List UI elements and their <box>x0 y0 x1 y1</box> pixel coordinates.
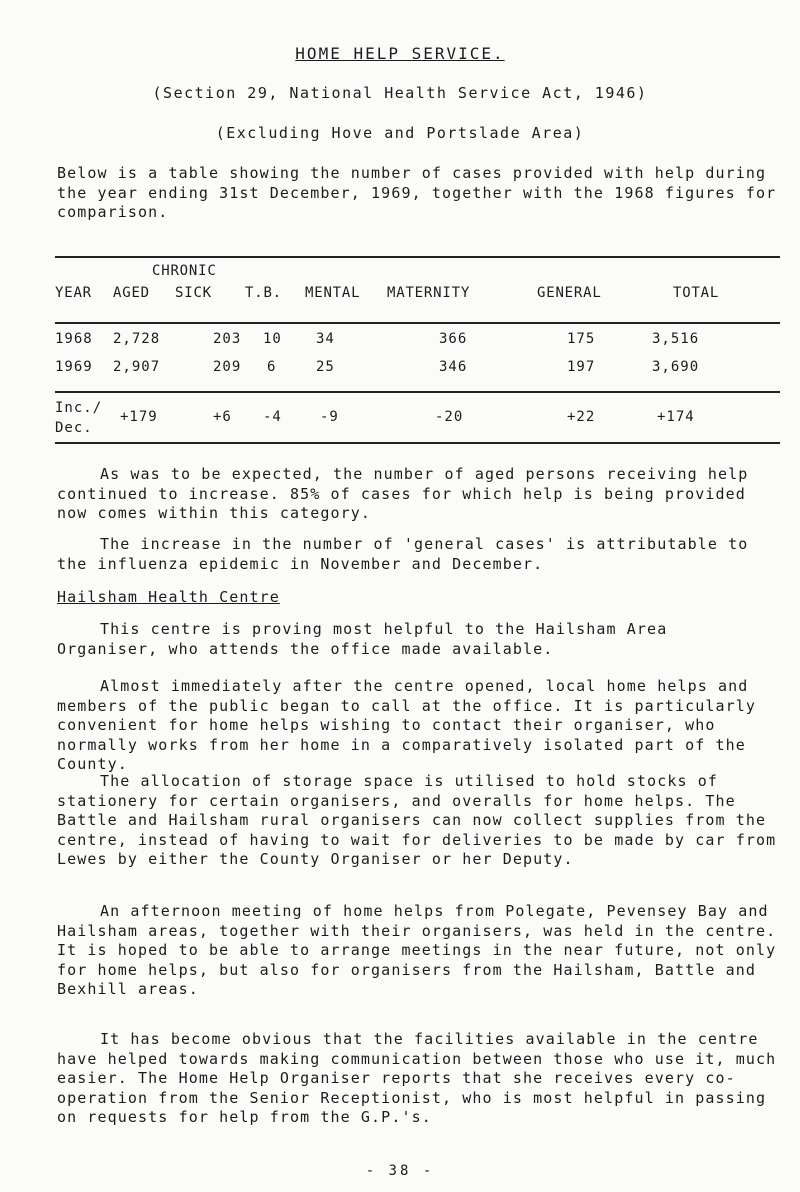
page-number: - 38 - <box>365 1163 435 1179</box>
row-1968-general: 175 <box>567 331 596 347</box>
diff-total: +174 <box>657 409 695 425</box>
paragraph-centre-opened: Almost immediately after the centre opened, local home helps and members of the public began to call at the office. It is particularly convenient for home helps wishing to contact their organiser, who normally works from her home in a comparatively isolated part of the County. <box>57 677 767 773</box>
header-general: GENERAL <box>537 285 602 301</box>
row-1969-tb: 6 <box>267 359 277 375</box>
diff-mental: -9 <box>320 409 339 425</box>
diff-aged: +179 <box>120 409 158 425</box>
paragraph-communication: It has become obvious that the facilities available in the centre have helped towards making communication between those who use it, much easier. The Home Help Organiser reports that she receives every co-operation from the Senior Receptionist, who is most helpful in passing on requests for help from the G.P.'s. <box>57 1030 787 1126</box>
diff-chronic: +6 <box>213 409 232 425</box>
intro-paragraph: Below is a table showing the number of cases provided with help during the year ending 31st December, 1969, together with the 1968 figures for comparison. <box>57 164 787 221</box>
row-1969-total: 3,690 <box>652 359 700 375</box>
diff-general: +22 <box>567 409 596 425</box>
row-1968-year: 1968 <box>55 331 93 347</box>
row-1968-chronic: 203 <box>213 331 242 347</box>
row-1968-maternity: 366 <box>439 331 468 347</box>
diff-maternity: -20 <box>435 409 464 425</box>
paragraph-general-cases: The increase in the number of 'general cases' is attributable to the influenza epidemic in November and December. <box>57 535 759 573</box>
table-top-rule <box>55 256 780 258</box>
header-chronic-top: CHRONIC <box>152 263 217 279</box>
document-subtitle-act: (Section 29, National Health Service Act, 1946) <box>152 84 648 102</box>
row-1969-chronic: 209 <box>213 359 242 375</box>
row-1969-mental: 25 <box>316 359 335 375</box>
header-total: TOTAL <box>673 285 720 301</box>
document-subtitle-area: (Excluding Hove and Portslade Area) <box>215 124 585 142</box>
row-1968-total: 3,516 <box>652 331 700 347</box>
table-bottom-rule <box>55 442 780 444</box>
paragraph-aged: As was to be expected, the number of aged persons receiving help continued to increase. 85% of cases for which help is being provided now comes within this category. <box>57 465 759 522</box>
section-heading-hailsham: Hailsham Health Centre <box>57 588 280 606</box>
header-chronic-bottom: SICK <box>175 285 212 301</box>
header-aged: AGED <box>113 285 150 301</box>
header-maternity: MATERNITY <box>387 285 471 301</box>
diff-tb: -4 <box>263 409 282 425</box>
document-title: HOME HELP SERVICE. <box>295 44 505 63</box>
header-rule <box>55 322 780 324</box>
row-1969-year: 1969 <box>55 359 93 375</box>
row-1969-maternity: 346 <box>439 359 468 375</box>
diff-label-bottom: Dec. <box>55 420 93 436</box>
row-1968-mental: 34 <box>316 331 335 347</box>
diff-label-top: Inc./ <box>55 400 103 416</box>
paragraph-meeting: An afternoon meeting of home helps from Polegate, Pevensey Bay and Hailsham areas, together with their organisers, was held in the centre. It is hoped to be able to arrange meetings in the near future, not only for home helps, but also for organisers from the Hailsham, Battle and Bexhill areas. <box>57 902 787 998</box>
header-mental: MENTAL <box>305 285 361 301</box>
row-1968-tb: 10 <box>263 331 282 347</box>
header-year: YEAR <box>55 285 92 301</box>
rows-rule <box>55 391 780 393</box>
header-tb: T.B. <box>245 285 282 301</box>
paragraph-centre-helpful: This centre is proving most helpful to the Hailsham Area Organiser, who attends the office made available. <box>57 620 678 658</box>
row-1969-general: 197 <box>567 359 596 375</box>
cases-table <box>55 250 780 480</box>
row-1968-aged: 2,728 <box>113 331 161 347</box>
paragraph-storage: The allocation of storage space is utilised to hold stocks of stationery for certain organisers, and overalls for home helps. The Battle and Hailsham rural organisers can now collect supplies from the centre, instead of having to wait for deliveries to be made by car from Lewes by either the County Organiser or her Deputy. <box>57 772 787 868</box>
row-1969-aged: 2,907 <box>113 359 161 375</box>
